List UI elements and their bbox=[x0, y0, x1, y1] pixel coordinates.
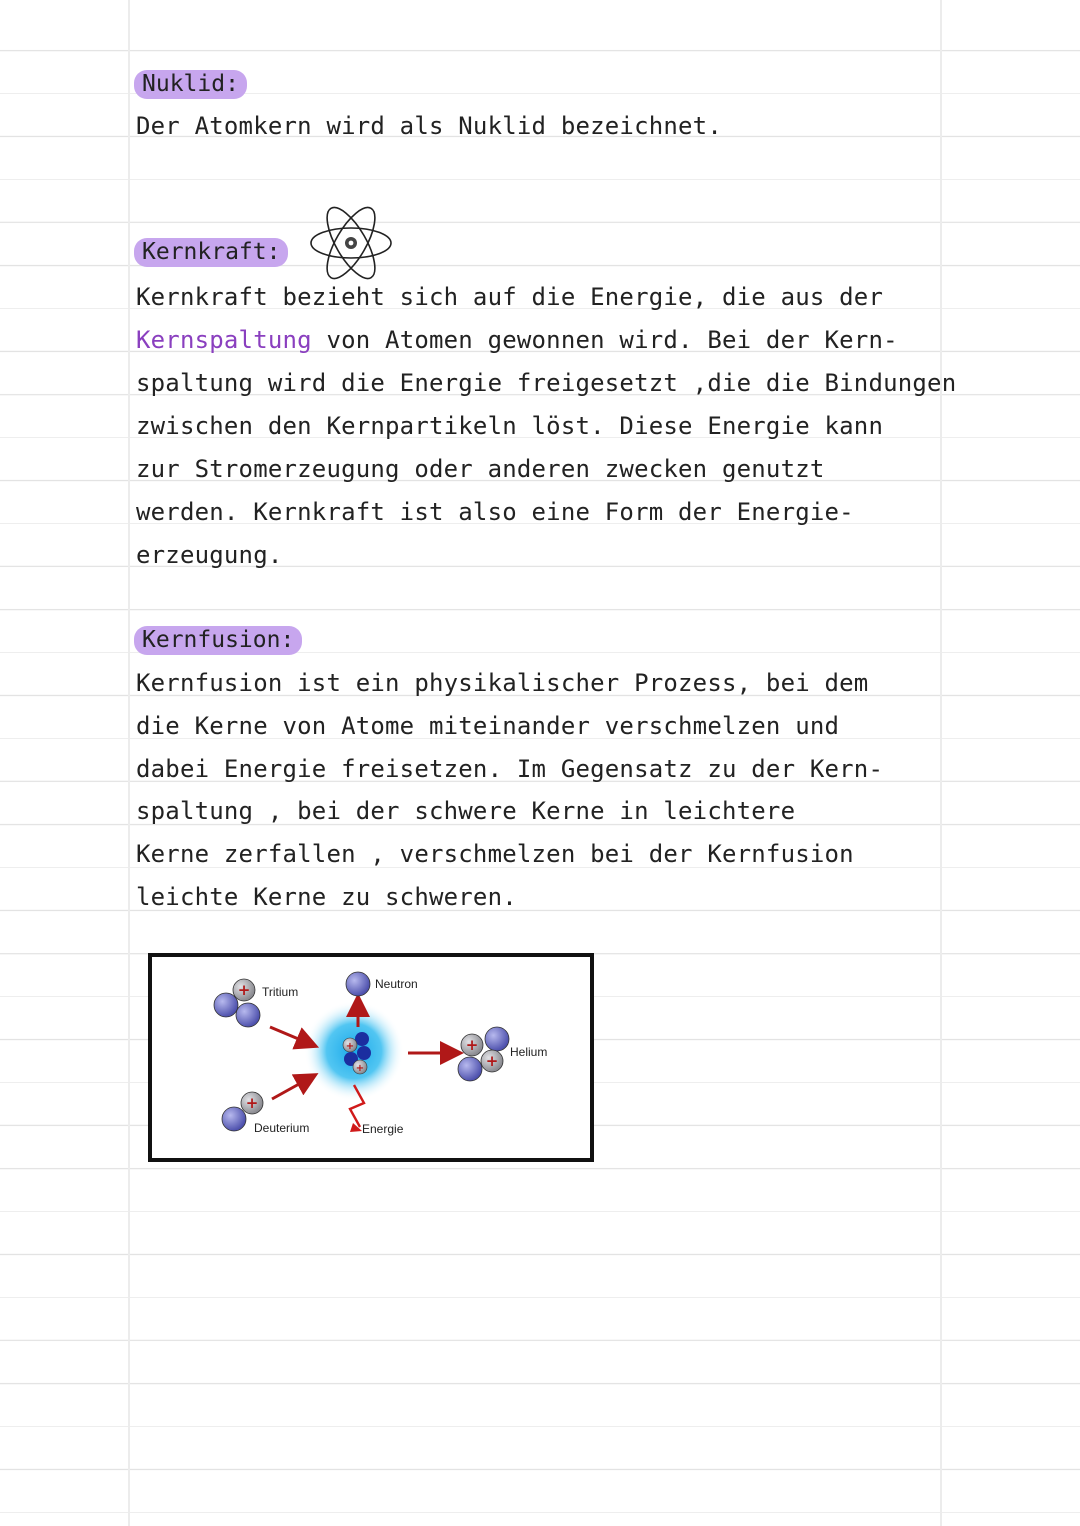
tritium-nucleus bbox=[214, 979, 260, 1027]
neutron-particle bbox=[346, 972, 370, 996]
kernfusion-line-2: die Kerne von Atome miteinander verschmelzen und bbox=[136, 712, 840, 740]
kernkraft-line-2-rest: von Atomen gewonnen wird. Bei der Kern- bbox=[311, 326, 898, 354]
heading-kernkraft: Kernkraft: bbox=[134, 238, 288, 267]
label-tritium: Tritium bbox=[262, 985, 299, 999]
kernkraft-line-1: Kernkraft bezieht sich auf die Energie, die aus der bbox=[136, 283, 884, 311]
svg-text:+: + bbox=[237, 981, 251, 999]
label-deuterium: Deuterium bbox=[254, 1121, 310, 1135]
kernfusion-line-4: spaltung , bei der schwere Kerne in leichtere bbox=[136, 797, 796, 825]
heading-nuklid: Nuklid: bbox=[134, 70, 247, 99]
fusion-diagram bbox=[148, 953, 594, 1162]
kernkraft-line-3: spaltung wird die Energie freigesetzt ,die die Bindungen bbox=[136, 369, 957, 397]
svg-text:+: + bbox=[355, 1063, 365, 1074]
kernfusion-line-3: dabei Energie freisetzen. Im Gegensatz zu der Kern- bbox=[136, 755, 884, 783]
arrow-tritium bbox=[270, 1027, 308, 1043]
label-energie: Energie bbox=[362, 1122, 404, 1136]
highlight-kernspaltung: Kernspaltung bbox=[136, 326, 312, 354]
kernfusion-line-5: Kerne zerfallen , verschmelzen bei der Kernfusion bbox=[136, 840, 854, 868]
kernfusion-line-6: leichte Kerne zu schweren. bbox=[136, 883, 517, 911]
arrow-deuterium bbox=[272, 1079, 308, 1099]
kernkraft-line-6: werden. Kernkraft ist also eine Form der Energie- bbox=[136, 498, 854, 526]
svg-text:+: + bbox=[465, 1036, 479, 1054]
kernkraft-line-4: zwischen den Kernpartikeln löst. Diese Energie kann bbox=[136, 412, 884, 440]
atom-icon bbox=[306, 198, 396, 288]
label-helium: Helium bbox=[510, 1045, 548, 1059]
kernfusion-line-1: Kernfusion ist ein physikalischer Prozess, bei dem bbox=[136, 669, 869, 697]
lightning-bolt-tip bbox=[350, 1123, 362, 1132]
nuklid-line-1: Der Atomkern wird als Nuklid bezeichnet. bbox=[136, 112, 722, 140]
heading-kernfusion: Kernfusion: bbox=[134, 626, 302, 655]
svg-text:+: + bbox=[345, 1041, 355, 1052]
svg-text:+: + bbox=[485, 1052, 499, 1070]
kernkraft-line-2 bbox=[136, 326, 898, 354]
svg-text:+: + bbox=[245, 1094, 259, 1112]
label-neutron: Neutron bbox=[375, 977, 418, 991]
kernkraft-line-5: zur Stromerzeugung oder anderen zwecken genutzt bbox=[136, 455, 825, 483]
kernkraft-line-7: erzeugung. bbox=[136, 541, 283, 569]
helium-nucleus bbox=[458, 1027, 509, 1081]
